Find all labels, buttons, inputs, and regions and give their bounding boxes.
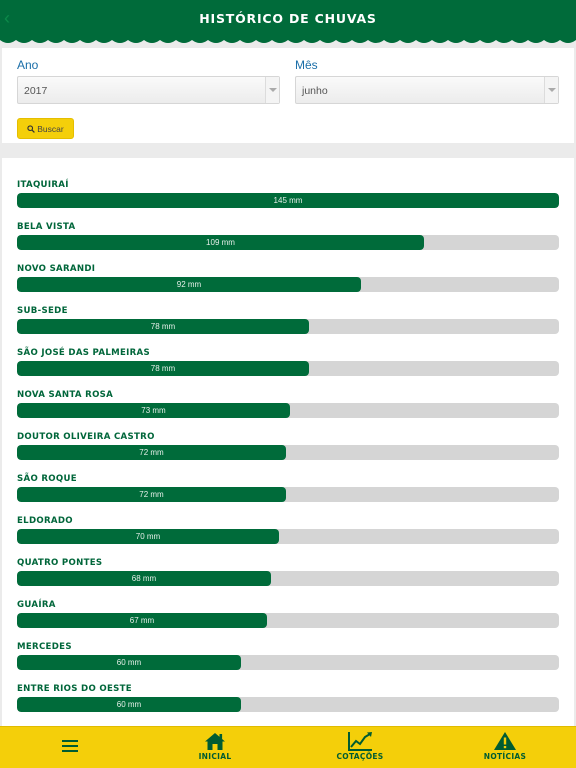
rainfall-value-label: 145 mm <box>273 196 303 205</box>
rainfall-value-label: 70 mm <box>135 532 161 541</box>
rainfall-value-label: 68 mm <box>131 574 157 583</box>
station-name: NOVA SANTA ROSA <box>17 390 114 400</box>
rainfall-bar-track <box>17 487 559 502</box>
rainfall-value-label: 72 mm <box>139 448 164 457</box>
station-name: DOUTOR OLIVEIRA CASTRO <box>17 432 155 442</box>
rainfall-bar-track <box>17 319 559 334</box>
rainfall-list <box>2 158 574 726</box>
chevron-left-icon[interactable]: ‹ <box>4 8 10 28</box>
station-name: MERCEDES <box>17 642 72 652</box>
nav-label-cotacoes: COTAÇÕES <box>336 752 384 761</box>
nav-label-inicial: INICIAL <box>198 752 232 761</box>
rainfall-bar-track <box>17 235 559 250</box>
station-name: NOVO SARANDI <box>17 264 96 274</box>
search-button-label: Buscar <box>37 123 64 134</box>
nav-label-noticias: NOTÍCIAS <box>483 752 527 761</box>
rainfall-bar-track <box>17 445 559 460</box>
station-name: ITAQUIRAÍ <box>17 180 69 190</box>
month-value: junho <box>302 85 328 97</box>
station-name: SUB-SEDE <box>17 306 68 316</box>
search-icon <box>27 125 35 133</box>
rainfall-bar-track <box>17 361 559 376</box>
rainfall-value-label: 60 mm <box>116 700 142 709</box>
nav-item-noticias[interactable] <box>465 731 545 761</box>
hamburger-menu-icon[interactable] <box>61 739 79 753</box>
station-name: BELA VISTA <box>17 222 76 232</box>
home-icon <box>204 731 226 751</box>
station-name: SÃO JOSÉ DAS PALMEIRAS <box>17 348 150 358</box>
nav-item-cotacoes[interactable] <box>320 731 400 761</box>
month-label: Mês <box>295 58 318 72</box>
rainfall-bar-track <box>17 193 559 208</box>
rainfall-value-label: 78 mm <box>150 322 176 331</box>
chevron-down-icon <box>544 77 558 103</box>
station-name: SÃO ROQUE <box>17 474 77 484</box>
year-value: 2017 <box>24 85 48 97</box>
page-title: HISTÓRICO DE CHUVAS <box>199 11 377 26</box>
year-select[interactable] <box>17 76 280 104</box>
rainfall-bar-track <box>17 529 559 544</box>
rainfall-value-label: 92 mm <box>176 280 202 289</box>
warning-icon <box>493 731 517 751</box>
rainfall-bar-track <box>17 277 559 292</box>
rainfall-value-label: 67 mm <box>129 616 155 625</box>
filter-panel <box>2 48 574 143</box>
rainfall-bar-track <box>17 655 559 670</box>
chevron-down-icon <box>265 77 279 103</box>
rainfall-bar-track <box>17 697 559 712</box>
nav-item-inicial[interactable] <box>175 731 255 761</box>
rainfall-value-label: 72 mm <box>139 490 164 499</box>
rainfall-bar-track <box>17 613 559 628</box>
bottom-nav <box>0 726 576 768</box>
station-name: ELDORADO <box>17 516 73 526</box>
search-button[interactable] <box>17 118 74 139</box>
rainfall-value-label: 78 mm <box>150 364 176 373</box>
station-name: ENTRE RIOS DO OESTE <box>17 684 132 694</box>
year-label: Ano <box>17 58 39 72</box>
header-wave-decoration <box>0 34 576 48</box>
station-name: QUATRO PONTES <box>17 558 103 568</box>
station-name: GUAÍRA <box>17 600 56 610</box>
rainfall-value-label: 60 mm <box>116 658 142 667</box>
chart-line-icon <box>347 731 373 751</box>
rainfall-bar-track <box>17 403 559 418</box>
rainfall-value-label: 109 mm <box>206 238 235 247</box>
rainfall-bar-track <box>17 571 559 586</box>
month-select[interactable] <box>295 76 559 104</box>
rainfall-value-label: 73 mm <box>141 406 166 415</box>
